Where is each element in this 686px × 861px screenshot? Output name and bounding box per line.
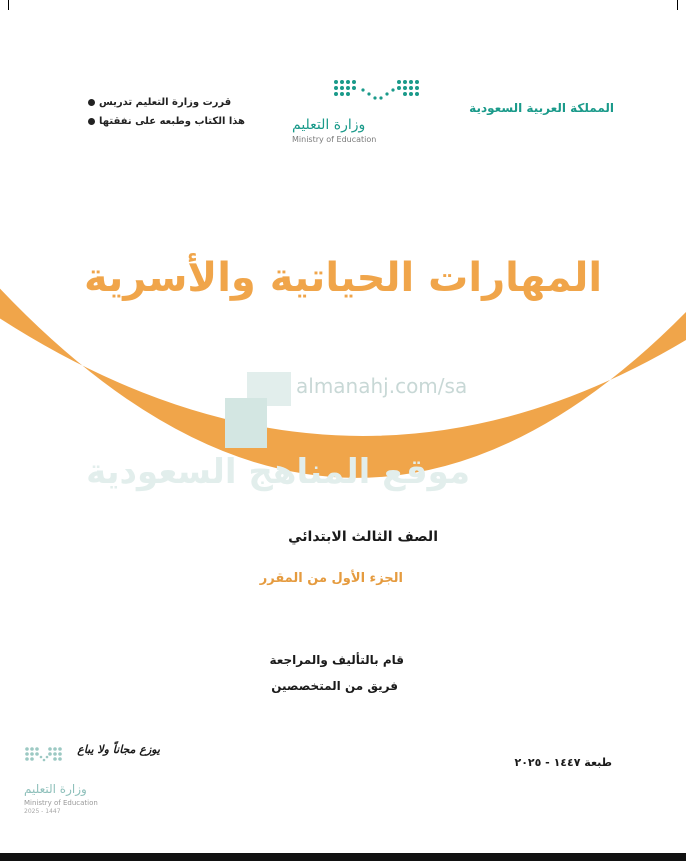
free-distribution-note: يوزع مجاناً ولا يباع xyxy=(77,743,160,756)
edition-year: طبعة ١٤٤٧ - ٢٠٢٥ xyxy=(514,756,612,769)
decree-line-1 xyxy=(88,97,231,108)
decree-text-2: هذا الكتاب وطبعه على نفقتها xyxy=(99,116,245,127)
watermark-url: almanahj.com/sa xyxy=(296,374,468,398)
watermark-arabic: موقع المناهج السعودية xyxy=(86,452,470,492)
footer-ministry-logo-icon xyxy=(24,745,64,769)
authorship-line: قام بالتأليف والمراجعة xyxy=(269,653,404,667)
bullet-icon xyxy=(88,118,95,125)
kingdom-name: المملكة العربية السعودية xyxy=(469,101,614,115)
ministry-name-arabic: وزارة التعليم xyxy=(292,117,366,133)
ministry-logo-icon xyxy=(333,78,423,108)
decree-text-1: قررت وزارة التعليم تدريس xyxy=(99,97,232,108)
footer-ministry-arabic: وزارة التعليم xyxy=(24,782,87,796)
book-title: المهارات الحياتية والأسرية xyxy=(83,255,603,301)
watermark-logo-icon xyxy=(225,372,291,448)
grade-level: الصف الثالث الابتدائي xyxy=(288,529,438,545)
bottom-bar xyxy=(0,853,686,861)
book-part: الجزء الأول من المقرر xyxy=(259,571,403,586)
footer-year: 2025 - 1447 xyxy=(24,808,61,815)
footer-ministry-english: Ministry of Education xyxy=(24,799,98,807)
authors-team: فريق من المتخصصين xyxy=(271,679,398,693)
bullet-icon xyxy=(88,99,95,106)
decree-line-2 xyxy=(88,116,245,127)
ministry-name-english: Ministry of Education xyxy=(292,135,377,144)
